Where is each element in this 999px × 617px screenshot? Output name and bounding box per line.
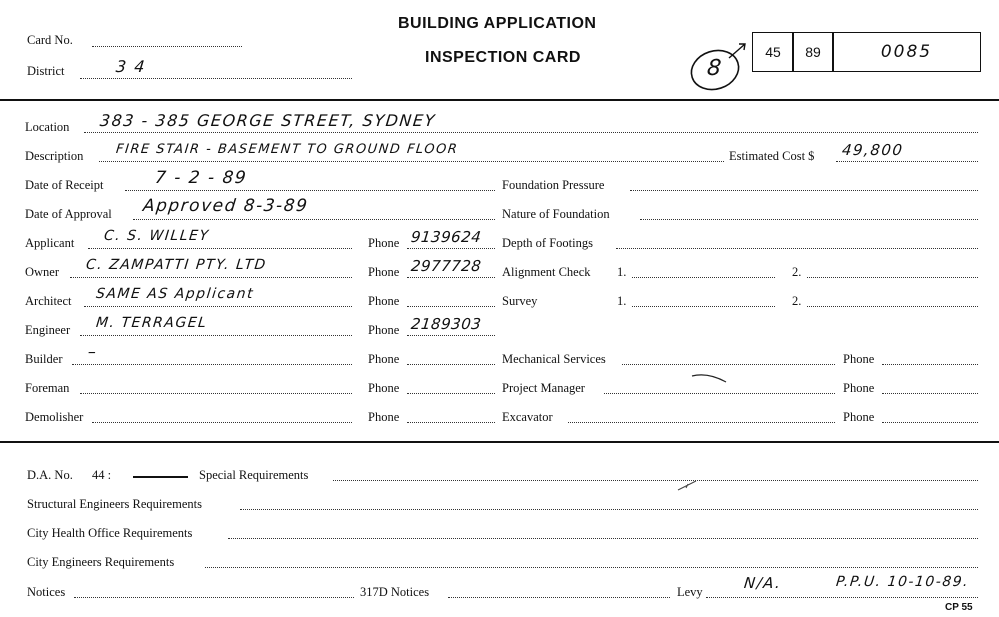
engineer-phone-line[interactable] — [407, 335, 495, 336]
foundation-pressure-label: Foundation Pressure — [502, 178, 605, 192]
owner-phone-label: Phone — [368, 265, 400, 279]
city-health-label: City Health Office Requirements — [27, 526, 193, 540]
alignment-check-opt1-line[interactable] — [632, 277, 775, 278]
architect-line[interactable] — [84, 306, 352, 307]
builder-phone-line[interactable] — [407, 364, 495, 365]
excavator-label: Excavator — [502, 410, 553, 424]
header-divider — [0, 99, 999, 101]
structural-engineers-label: Structural Engineers Requirements — [27, 497, 202, 511]
title-line-1: BUILDING APPLICATION — [398, 15, 597, 32]
district-value: 3 4 — [115, 57, 147, 76]
ppu-value: P.P.U. 10-10-89. — [835, 574, 970, 590]
form-code: CP 55 — [945, 602, 973, 613]
mechanical-services-phone-line[interactable] — [882, 364, 978, 365]
stray-mark — [676, 478, 700, 494]
ref-box-1: 45 — [752, 32, 794, 72]
survey-opt2-label: 2. — [792, 294, 802, 308]
engineer-label: Engineer — [25, 323, 71, 337]
title-line-2: INSPECTION CARD — [425, 49, 581, 66]
levy-line[interactable] — [706, 597, 978, 598]
depth-of-footings-line[interactable] — [616, 248, 978, 249]
district-label: District — [27, 64, 65, 78]
survey-label: Survey — [502, 294, 538, 308]
applicant-phone-line[interactable] — [407, 248, 495, 249]
description-label: Description — [25, 149, 84, 163]
date-of-receipt-line[interactable] — [125, 190, 495, 191]
foreman-line[interactable] — [80, 393, 352, 394]
engineer-phone-label: Phone — [368, 323, 400, 337]
date-of-approval-line[interactable] — [133, 219, 495, 220]
alignment-check-opt2-label: 2. — [792, 265, 802, 279]
demolisher-phone-line[interactable] — [407, 422, 495, 423]
description-value: FIRE STAIR - BASEMENT TO GROUND FLOOR — [115, 142, 460, 157]
location-label: Location — [25, 120, 70, 134]
excavator-phone-label: Phone — [843, 410, 875, 424]
nature-of-foundation-line[interactable] — [640, 219, 978, 220]
mechanical-services-phone-label: Phone — [843, 352, 875, 366]
applicant-line[interactable] — [88, 248, 352, 249]
special-requirements-line[interactable] — [333, 480, 978, 481]
applicant-phone-value: 9139624 — [410, 228, 483, 246]
date-of-receipt-label: Date of Receipt — [25, 178, 104, 192]
levy-value: N/A. — [743, 574, 783, 592]
foreman-phone-line[interactable] — [407, 393, 495, 394]
notices-317d-label: 317D Notices — [360, 585, 430, 599]
foreman-label: Foreman — [25, 381, 70, 395]
special-requirements-label: Special Requirements — [199, 468, 309, 482]
project-manager-label: Project Manager — [502, 381, 585, 395]
builder-phone-label: Phone — [368, 352, 400, 366]
builder-label: Builder — [25, 352, 63, 366]
ref-box-2: 89 — [792, 32, 834, 72]
excavator-phone-line[interactable] — [882, 422, 978, 423]
architect-label: Architect — [25, 294, 72, 308]
engineer-line[interactable] — [80, 335, 352, 336]
card-no-label: Card No. — [27, 33, 73, 47]
survey-opt1-line[interactable] — [632, 306, 775, 307]
location-line[interactable] — [84, 132, 978, 133]
stray-pen-mark — [690, 370, 730, 386]
demolisher-line[interactable] — [92, 422, 352, 423]
project-manager-phone-line[interactable] — [882, 393, 978, 394]
estimated-cost-line[interactable] — [836, 161, 978, 162]
foundation-pressure-line[interactable] — [630, 190, 978, 191]
alignment-check-opt2-line[interactable] — [807, 277, 978, 278]
requirements-divider — [0, 441, 999, 443]
estimated-cost-value: 49,800 — [841, 141, 905, 159]
builder-value: – — [87, 342, 99, 361]
excavator-line[interactable] — [568, 422, 835, 423]
date-of-approval-label: Date of Approval — [25, 207, 112, 221]
city-health-line[interactable] — [228, 538, 978, 539]
city-engineers-label: City Engineers Requirements — [27, 555, 175, 569]
notices-label: Notices — [27, 585, 66, 599]
notices-line[interactable] — [74, 597, 354, 598]
da-no-label: D.A. No. — [27, 468, 73, 482]
mechanical-services-line[interactable] — [622, 364, 835, 365]
engineer-value: M. TERRAGEL — [95, 315, 209, 331]
location-value: 383 - 385 GEORGE STREET, SYDNEY — [99, 111, 437, 130]
ref-box-3: 0085 — [832, 32, 981, 72]
structural-engineers-line[interactable] — [240, 509, 978, 510]
demolisher-phone-label: Phone — [368, 410, 400, 424]
owner-phone-value: 2977728 — [410, 257, 483, 275]
description-line[interactable] — [99, 161, 724, 162]
district-line[interactable] — [80, 78, 352, 79]
owner-label: Owner — [25, 265, 60, 279]
owner-phone-line[interactable] — [407, 277, 495, 278]
levy-label: Levy — [677, 585, 703, 599]
depth-of-footings-label: Depth of Footings — [502, 236, 593, 250]
city-engineers-line[interactable] — [205, 567, 978, 568]
mechanical-services-label: Mechanical Services — [502, 352, 606, 366]
circled-number: 8 — [705, 56, 723, 81]
card-no-line[interactable] — [92, 46, 242, 47]
project-manager-phone-label: Phone — [843, 381, 875, 395]
nature-of-foundation-label: Nature of Foundation — [502, 207, 610, 221]
foreman-phone-label: Phone — [368, 381, 400, 395]
alignment-check-opt1-label: 1. — [617, 265, 627, 279]
owner-line[interactable] — [70, 277, 352, 278]
date-of-receipt-value: 7 - 2 - 89 — [153, 168, 249, 188]
project-manager-line[interactable] — [604, 393, 835, 394]
builder-line[interactable] — [72, 364, 352, 365]
da-no-value: 44 : — [92, 468, 112, 482]
applicant-value: C. S. WILLEY — [103, 228, 211, 244]
survey-opt1-label: 1. — [617, 294, 627, 308]
estimated-cost-label: Estimated Cost $ — [729, 149, 815, 163]
da-no-dash — [133, 476, 188, 478]
owner-value: C. ZAMPATTI PTY. LTD — [85, 257, 268, 273]
applicant-label: Applicant — [25, 236, 75, 250]
alignment-check-label: Alignment Check — [502, 265, 591, 279]
engineer-phone-value: 2189303 — [410, 315, 483, 333]
architect-value: SAME AS Applicant — [95, 286, 255, 302]
architect-phone-line[interactable] — [407, 306, 495, 307]
date-of-approval-value: Approved 8-3-89 — [141, 196, 310, 216]
notices-317d-line[interactable] — [448, 597, 670, 598]
survey-opt2-line[interactable] — [807, 306, 978, 307]
architect-phone-label: Phone — [368, 294, 400, 308]
demolisher-label: Demolisher — [25, 410, 84, 424]
applicant-phone-label: Phone — [368, 236, 400, 250]
